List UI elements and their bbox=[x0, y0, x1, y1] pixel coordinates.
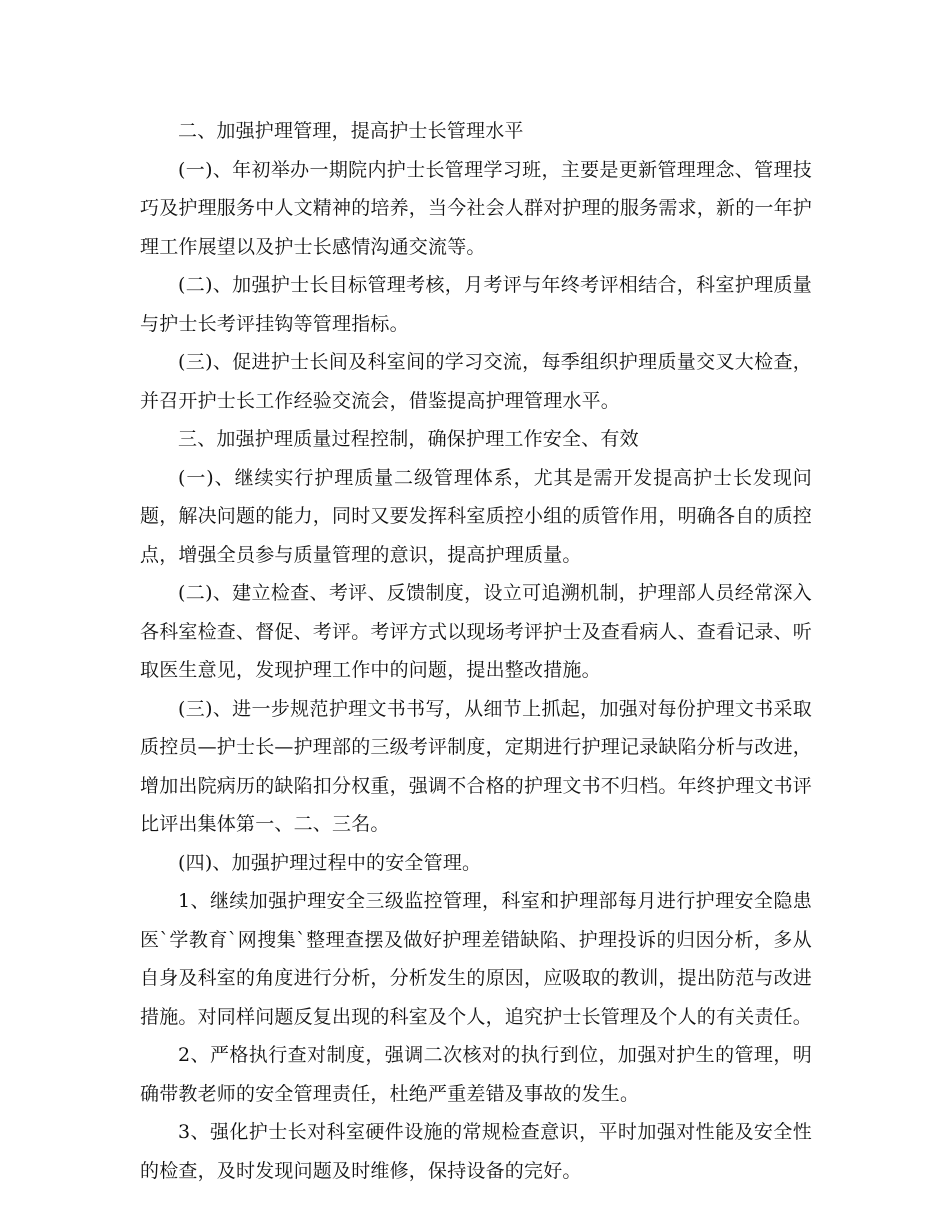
section-heading-2: 二、加强护理管理，提高护士长管理水平 bbox=[178, 120, 524, 142]
list-item-3: 3、强化护士长对科室硬件设施的常规检查意识，平时加强对性能及安全性的检查，及时发现问题及时维修，保持设备的完好。 bbox=[140, 1121, 812, 1182]
document-body bbox=[140, 112, 812, 1190]
paragraph-2-1: (一)、年初举办一期院内护士长管理学习班，主要是更新管理理念、管理技巧及护理服务中人文精神的培养，当今社会人群对护理的服务需求，新的一年护理工作展望以及护士长感情沟通交流等。 bbox=[140, 158, 813, 258]
list-item-2: 2、严格执行查对制度，强调二次核对的执行到位，加强对护生的管理，明确带教老师的安全管理责任，杜绝严重差错及事故的发生。 bbox=[140, 1044, 812, 1105]
section-heading-3: 三、加强护理质量过程控制，确保护理工作安全、有效 bbox=[178, 428, 639, 450]
list-item-1: 1、继续加强护理安全三级监控管理，科室和护理部每月进行护理安全隐患医`学教育`网搜集`整理查摆及做好护理差错缺陷、护理投诉的归因分析，多从自身及科室的角度进行分析，分析发生的原因，应吸取的教训，提出防范与改进措施。对同样问题反复出现的科室及个人，追究护士长管理及个人的有关责任。 bbox=[140, 890, 813, 1028]
paragraph-2-3: (三)、促进护士长间及科室间的学习交流，每季组织护理质量交叉大检查，并召开护士长工作经验交流会，借鉴提高护理管理水平。 bbox=[140, 351, 812, 412]
paragraph-3-1: (一)、继续实行护理质量二级管理体系，尤其是需开发提高护士长发现问题，解决问题的能力，同时又要发挥科室质控小组的质管作用，明确各自的质控点，增强全员参与质量管理的意识，提高护理质量。 bbox=[140, 466, 813, 566]
paragraph-3-3: (三)、进一步规范护理文书书写，从细节上抓起，加强对每份护理文书采取质控员—护士长—护理部的三级考评制度，定期进行护理记录缺陷分析与改进，增加出院病历的缺陷扣分权重，强调不合格的护理文书不归档。年终护理文书评比评出集体第一、二、三名。 bbox=[140, 697, 813, 835]
paragraph-3-2: (二)、建立检查、考评、反馈制度，设立可追溯机制，护理部人员经常深入各科室检查、督促、考评。考评方式以现场考评护士及查看病人、查看记录、听取医生意见，发现护理工作中的问题，提出整改措施。 bbox=[140, 582, 813, 681]
paragraph-2-2: (二)、加强护士长目标管理考核，月考评与年终考评相结合，科室护理质量与护士长考评挂钩等管理指标。 bbox=[140, 274, 812, 335]
paragraph-3-4: (四)、加强护理过程中的安全管理。 bbox=[178, 851, 482, 874]
